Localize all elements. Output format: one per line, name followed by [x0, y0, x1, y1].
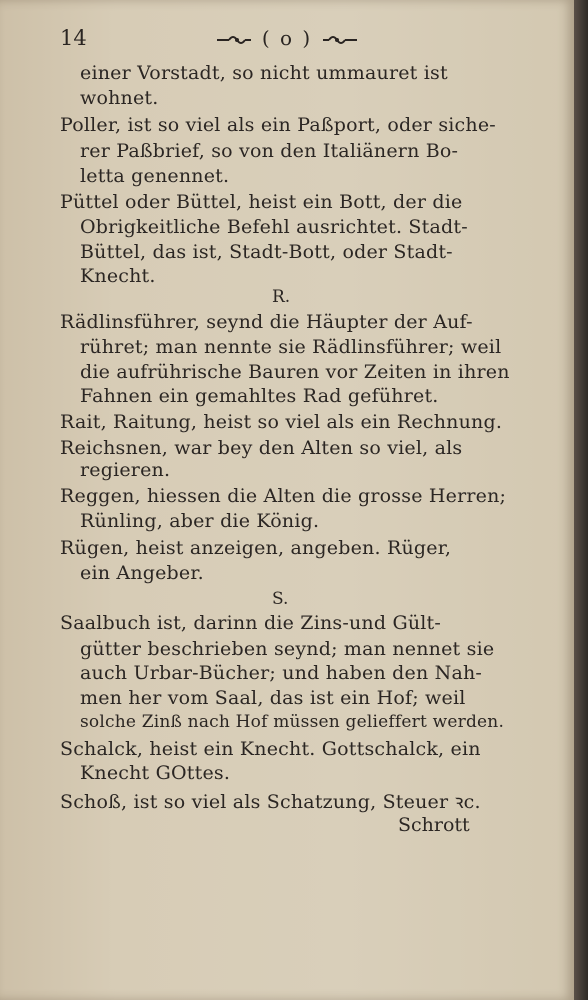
- book-edge: [574, 0, 588, 1000]
- entry-line: ein Angeber.: [80, 562, 204, 584]
- entry-headline: Rügen, heist anzeigen, angeben. Rüger,: [60, 537, 452, 559]
- right-ornament-icon: [321, 34, 359, 46]
- entry-line: einer Vorstadt, so nicht ummauret ist: [80, 62, 448, 84]
- catchword: Schrott: [398, 814, 470, 836]
- entry-headline: Rait, Raitung, heist so viel als ein Rechnung.: [60, 411, 503, 433]
- entry-line: Rünling, aber die König.: [80, 510, 320, 532]
- entry-headline: Poller, ist so viel als ein Paßport, oder siche-: [60, 114, 496, 136]
- entry-headline: Saalbuch ist, darinn die Zins-und Gült-: [60, 612, 441, 634]
- page-number: 14: [60, 26, 87, 50]
- entry-line: letta genennet.: [80, 165, 230, 187]
- running-head: [0, 26, 574, 50]
- entry-line: wohnet.: [80, 87, 159, 109]
- page-header: [0, 24, 574, 54]
- entry-line: regieren.: [80, 459, 171, 481]
- entry-line: Knecht GOttes.: [80, 762, 231, 784]
- entry-line: Knecht.: [80, 265, 156, 287]
- entry-line: men her vom Saal, das ist ein Hof; weil: [80, 687, 466, 709]
- entry-headline: Reggen, hiessen die Alten die grosse Herren;: [60, 485, 507, 507]
- section-letter-r: R.: [272, 287, 291, 307]
- entry-line: Fahnen ein gemahltes Rad geführet.: [80, 385, 439, 407]
- section-letter-s: S.: [272, 589, 289, 609]
- entry-line: die aufrührische Bauren vor Zeiten in ihren: [80, 361, 510, 383]
- entry-line: Obrigkeitliche Befehl ausrichtet. Stadt-: [80, 216, 468, 238]
- entry-headline: Reichsnen, war bey den Alten so viel, als: [60, 437, 463, 459]
- entry-line: rühret; man nennte sie Rädlinsführer; weil: [80, 336, 502, 358]
- entry-line: gütter beschrieben seynd; man nennet sie: [80, 638, 495, 660]
- entry-headline: Püttel oder Büttel, heist ein Bott, der die: [60, 191, 463, 213]
- entry-line: rer Paßbrief, so von den Italiänern Bo-: [80, 140, 459, 162]
- entry-line: Büttel, das ist, Stadt-Bott, oder Stadt-: [80, 241, 453, 263]
- entry-headline: Rädlinsführer, seynd die Häupter der Auf-: [60, 311, 473, 333]
- running-head-text: ( o ): [261, 26, 313, 50]
- entry-line: solche Zinß nach Hof müssen gelieffert werden.: [80, 712, 505, 732]
- entry-headline: Schalck, heist ein Knecht. Gottschalck, ein: [60, 738, 481, 760]
- entry-line: auch Urbar-Bücher; und haben den Nah-: [80, 662, 483, 684]
- left-ornament-icon: [215, 34, 253, 46]
- entry-headline: Schoß, ist so viel als Schatzung, Steuer ꝛc.: [60, 791, 481, 813]
